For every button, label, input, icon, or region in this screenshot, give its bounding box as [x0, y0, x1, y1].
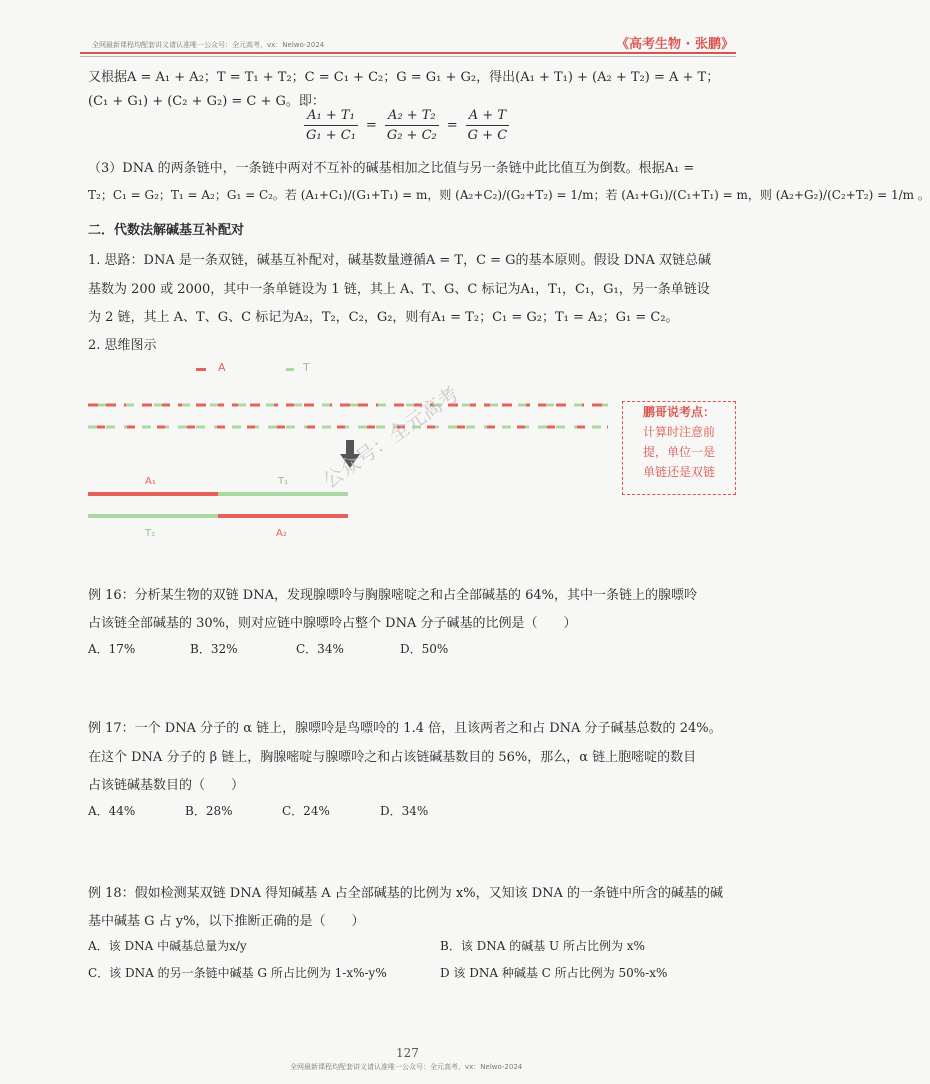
- ex18-question-line-2: 基中碱基 G 占 y%，以下推断正确的是（ ）: [88, 914, 365, 929]
- note-line-3: 单链还是双链: [642, 465, 715, 479]
- legend-t-label: T: [303, 361, 310, 374]
- body-line-7: 为 2 链，其上 A、T、G、C 标记为A₂，T₂，C₂，G₂，则有A₁ = T₂；C₁ = G₂；T₁ = A₂；G₁ = C₂。: [88, 310, 679, 325]
- header-notice: 全网最新课程均配套讲义请认准唯一公众号：全元高考，vx：Nelwo-2024: [92, 41, 325, 49]
- legend-a-swatch: [196, 368, 206, 371]
- label-t2: T₂: [145, 528, 156, 539]
- label-t1: T₁: [278, 476, 289, 487]
- ex17-option-a: A．44%: [88, 804, 136, 818]
- ex17-question-line-1: 例 17：一个 DNA 分子的 α 链上，腺嘌呤是鸟嘌呤的 1.4 倍，且该两者之和占 DNA 分子碱基总数的 24%。: [88, 721, 722, 736]
- fraction-3-denominator: G + C: [467, 128, 508, 143]
- note-line-2: 提，单位一是: [642, 445, 715, 459]
- section-title: 二．代数法解碱基互补配对: [88, 223, 245, 238]
- ex16-question-line-2: 占该链全部碱基的 30%，则对应链中腺嘌呤占整个 DNA 分子碱基的比例是（ ）: [88, 616, 577, 631]
- strand-2-a-segment: [218, 514, 348, 518]
- fraction-1-numerator: A₁ + T₁: [304, 108, 358, 126]
- header-divider: [80, 52, 736, 54]
- ex17-question-line-2: 在这个 DNA 分子的 β 链上，胸腺嘧啶与腺嘌呤之和占该链碱基数目的 56%，那么，α 链上胞嘧啶的数目: [88, 750, 697, 765]
- label-a2: A₂: [276, 528, 287, 539]
- ex16-option-a: A．17%: [88, 642, 136, 656]
- ex16-option-b: B．32%: [190, 642, 238, 656]
- strand-1-a-segment: [88, 492, 218, 496]
- header-brand: 《高考生物 · 张鹏》: [616, 37, 734, 52]
- ex16-question-line-1: 例 16：分析某生物的双链 DNA，发现腺嘌呤与胸腺嘧啶之和占全部碱基的 64%，其中一条链上的腺嘌呤: [88, 588, 698, 603]
- paired-strands: [88, 492, 358, 522]
- ex17-option-b: B．28%: [185, 804, 233, 818]
- footer-notice: 全网最新课程均配套讲义请认准唯一公众号：全元高考，vx：Nelwo-2024: [290, 1063, 523, 1071]
- body-line-8: 2. 思维图示: [88, 338, 157, 353]
- ex17-option-c: C．24%: [282, 804, 330, 818]
- fraction-1-denominator: G₁ + C₁: [306, 128, 356, 143]
- strand-1-t-segment: [218, 492, 348, 496]
- body-line-5: 1. 思路：DNA 是一条双链，碱基互补配对，碱基数量遵循A = T，C = G的基本原则。假设 DNA 双链总碱: [88, 253, 712, 268]
- note-title: 鹏哥说考点：: [642, 405, 715, 419]
- ex16-option-c: C．34%: [296, 642, 344, 656]
- ex18-question-line-1: 例 18：假如检测某双链 DNA 得知碱基 A 占全部碱基的比例为 x%，又知该 DNA 的一条链中所含的碱基的碱: [88, 886, 724, 901]
- dashed-strands: [88, 400, 618, 440]
- legend-a-label: A: [218, 361, 226, 374]
- equals-sign: =: [365, 118, 377, 133]
- fraction-equation: [300, 108, 513, 143]
- strand-2-t-segment: [88, 514, 218, 518]
- equals-sign: =: [446, 118, 458, 133]
- fraction-3-numerator: A + T: [466, 108, 509, 126]
- label-a1: A₁: [145, 476, 156, 487]
- legend-t-swatch: [286, 368, 294, 371]
- fraction-2-denominator: G₂ + C₂: [386, 128, 437, 143]
- ex18-option-d: D 该 DNA 种碱基 C 所占比例为 50%-x%: [440, 966, 668, 980]
- body-line-4: T₂；C₁ = G₂；T₁ = A₂；G₁ = C₂。若 (A₁+C₁)/(G₁+T₁) = m，则 (A₂+C₂)/(G₂+T₂) = 1/m；若 (A₁+G₁)/(C₁+T₁) = m，则 (A₂+G₂)/(C₂+T₂) = 1/m 。: [88, 188, 930, 202]
- header-divider-thin: [80, 56, 736, 57]
- body-line-3: （3）DNA 的两条链中，一条链中两对不互补的碱基相加之比值与另一条链中此比值互为倒数。根据A₁ =: [88, 161, 695, 176]
- page-number: 127: [396, 1046, 419, 1060]
- fraction-3: [465, 108, 511, 143]
- key-point-note: [622, 401, 736, 495]
- ex16-option-d: D．50%: [400, 642, 449, 656]
- fraction-1: [303, 108, 359, 143]
- body-line-1: 又根据A = A₁ + A₂；T = T₁ + T₂；C = C₁ + C₂；G = G₁ + G₂，得出(A₁ + T₁) + (A₂ + T₂) = A + T；: [88, 70, 720, 85]
- body-line-2: (C₁ + G₁) + (C₂ + G₂) = C + G。即：: [88, 94, 325, 109]
- fraction-2: [384, 108, 440, 143]
- ex18-option-c: C．该 DNA 的另一条链中碱基 G 所占比例为 1-x%-y%: [88, 966, 387, 980]
- note-line-1: 计算时注意前: [642, 425, 715, 439]
- fraction-2-numerator: A₂ + T₂: [385, 108, 439, 126]
- body-line-6: 基数为 200 或 2000，其中一条单链设为 1 链，其上 A、T、G、C 标记为A₁，T₁，C₁，G₁，另一条单链设: [88, 282, 710, 297]
- ex17-question-line-3: 占该链碱基数目的（ ）: [88, 778, 245, 793]
- ex17-option-d: D．34%: [380, 804, 429, 818]
- ex18-option-a: A．该 DNA 中碱基总量为x/y: [88, 939, 247, 953]
- watermark: 公众号：全元高考: [318, 381, 464, 493]
- ex18-option-b: B．该 DNA 的碱基 U 所占比例为 x%: [440, 939, 645, 953]
